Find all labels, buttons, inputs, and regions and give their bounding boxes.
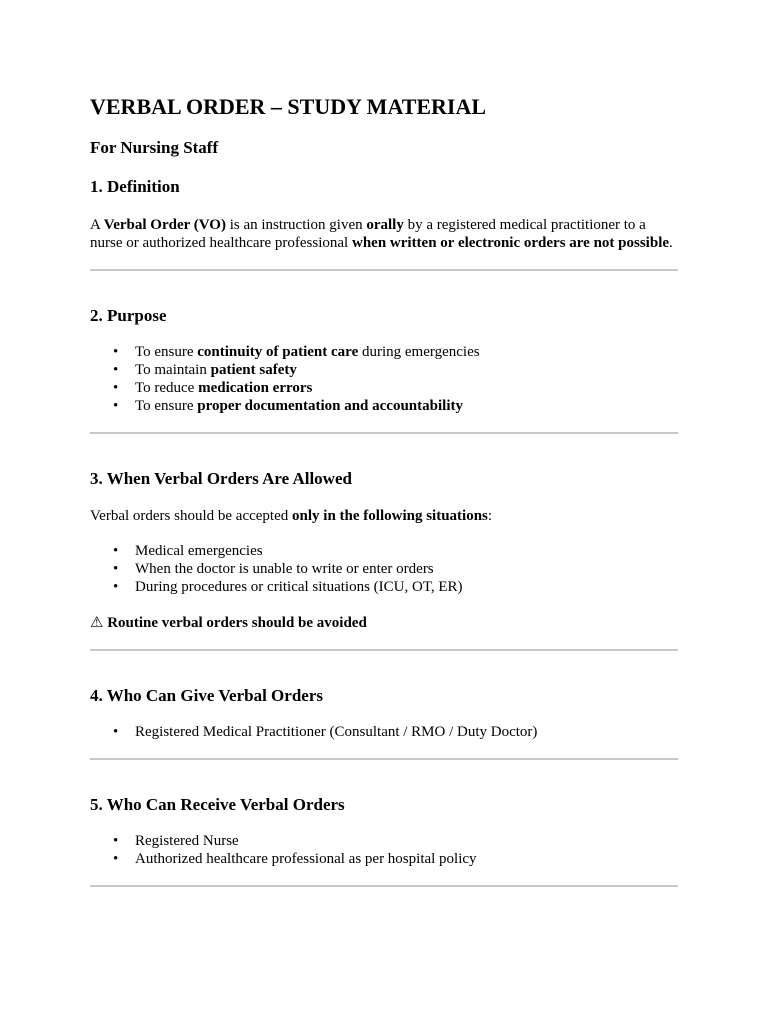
document-subtitle: For Nursing Staff xyxy=(90,138,219,157)
list-item: • Registered Nurse xyxy=(135,832,678,850)
definition-paragraph xyxy=(90,216,678,252)
item-emphasis: patient safety xyxy=(210,362,297,378)
item-text: To ensure xyxy=(135,398,198,414)
definition-term: Verbal Order (VO) xyxy=(103,217,226,233)
definition-emphasis: orally xyxy=(366,217,404,233)
item-emphasis: continuity of patient care xyxy=(197,344,359,360)
receivers-list xyxy=(90,832,678,868)
warning-text: Routine verbal orders should be avoided xyxy=(107,615,367,631)
section-divider xyxy=(90,758,678,760)
item-text: during emergencies xyxy=(358,344,480,360)
definition-emphasis: when written or electronic orders are not possible xyxy=(351,235,670,251)
section-4-heading: 4. Who Can Give Verbal Orders xyxy=(90,686,323,705)
intro-text: Verbal orders should be accepted xyxy=(90,508,293,524)
document-title: VERBAL ORDER – STUDY MATERIAL xyxy=(90,94,487,119)
intro-emphasis: only in the following situations xyxy=(292,508,488,524)
list-item xyxy=(135,379,678,397)
situations-list xyxy=(90,542,678,596)
section-5-heading: 5. Who Can Receive Verbal Orders xyxy=(90,795,345,814)
item-text: To maintain xyxy=(135,362,211,378)
definition-text: . xyxy=(669,235,673,251)
list-item xyxy=(135,397,678,415)
list-item xyxy=(135,343,678,361)
section-1-heading: 1. Definition xyxy=(90,177,180,196)
purpose-list xyxy=(90,343,678,415)
section-divider xyxy=(90,269,678,271)
list-item: • During procedures or critical situations (ICU, OT, ER) xyxy=(135,578,678,596)
section-2-heading: 2. Purpose xyxy=(90,306,167,325)
section-3-heading: 3. When Verbal Orders Are Allowed xyxy=(90,469,352,488)
list-item: • Registered Medical Practitioner (Consultant / RMO / Duty Doctor) xyxy=(135,723,678,741)
item-emphasis: proper documentation and accountability xyxy=(197,398,463,414)
warning-note xyxy=(90,614,678,632)
section-divider xyxy=(90,885,678,887)
list-item xyxy=(135,361,678,379)
list-item: • Medical emergencies xyxy=(135,542,678,560)
definition-text: A xyxy=(90,217,104,233)
definition-text: is an instruction given xyxy=(225,217,367,233)
warning-icon: ⚠ xyxy=(90,615,104,631)
section-divider xyxy=(90,432,678,434)
definition-text: by a registered medical practitioner to a nurse or authorized healthcare professional xyxy=(90,217,646,251)
item-text: To ensure xyxy=(135,344,198,360)
intro-text: : xyxy=(487,508,493,524)
item-text: To reduce xyxy=(135,380,199,396)
givers-list xyxy=(90,723,678,741)
situations-intro xyxy=(90,507,678,525)
item-emphasis: medication errors xyxy=(198,380,313,396)
list-item: • When the doctor is unable to write or enter orders xyxy=(135,560,678,578)
section-divider xyxy=(90,649,678,651)
list-item: • Authorized healthcare professional as per hospital policy xyxy=(135,850,678,868)
